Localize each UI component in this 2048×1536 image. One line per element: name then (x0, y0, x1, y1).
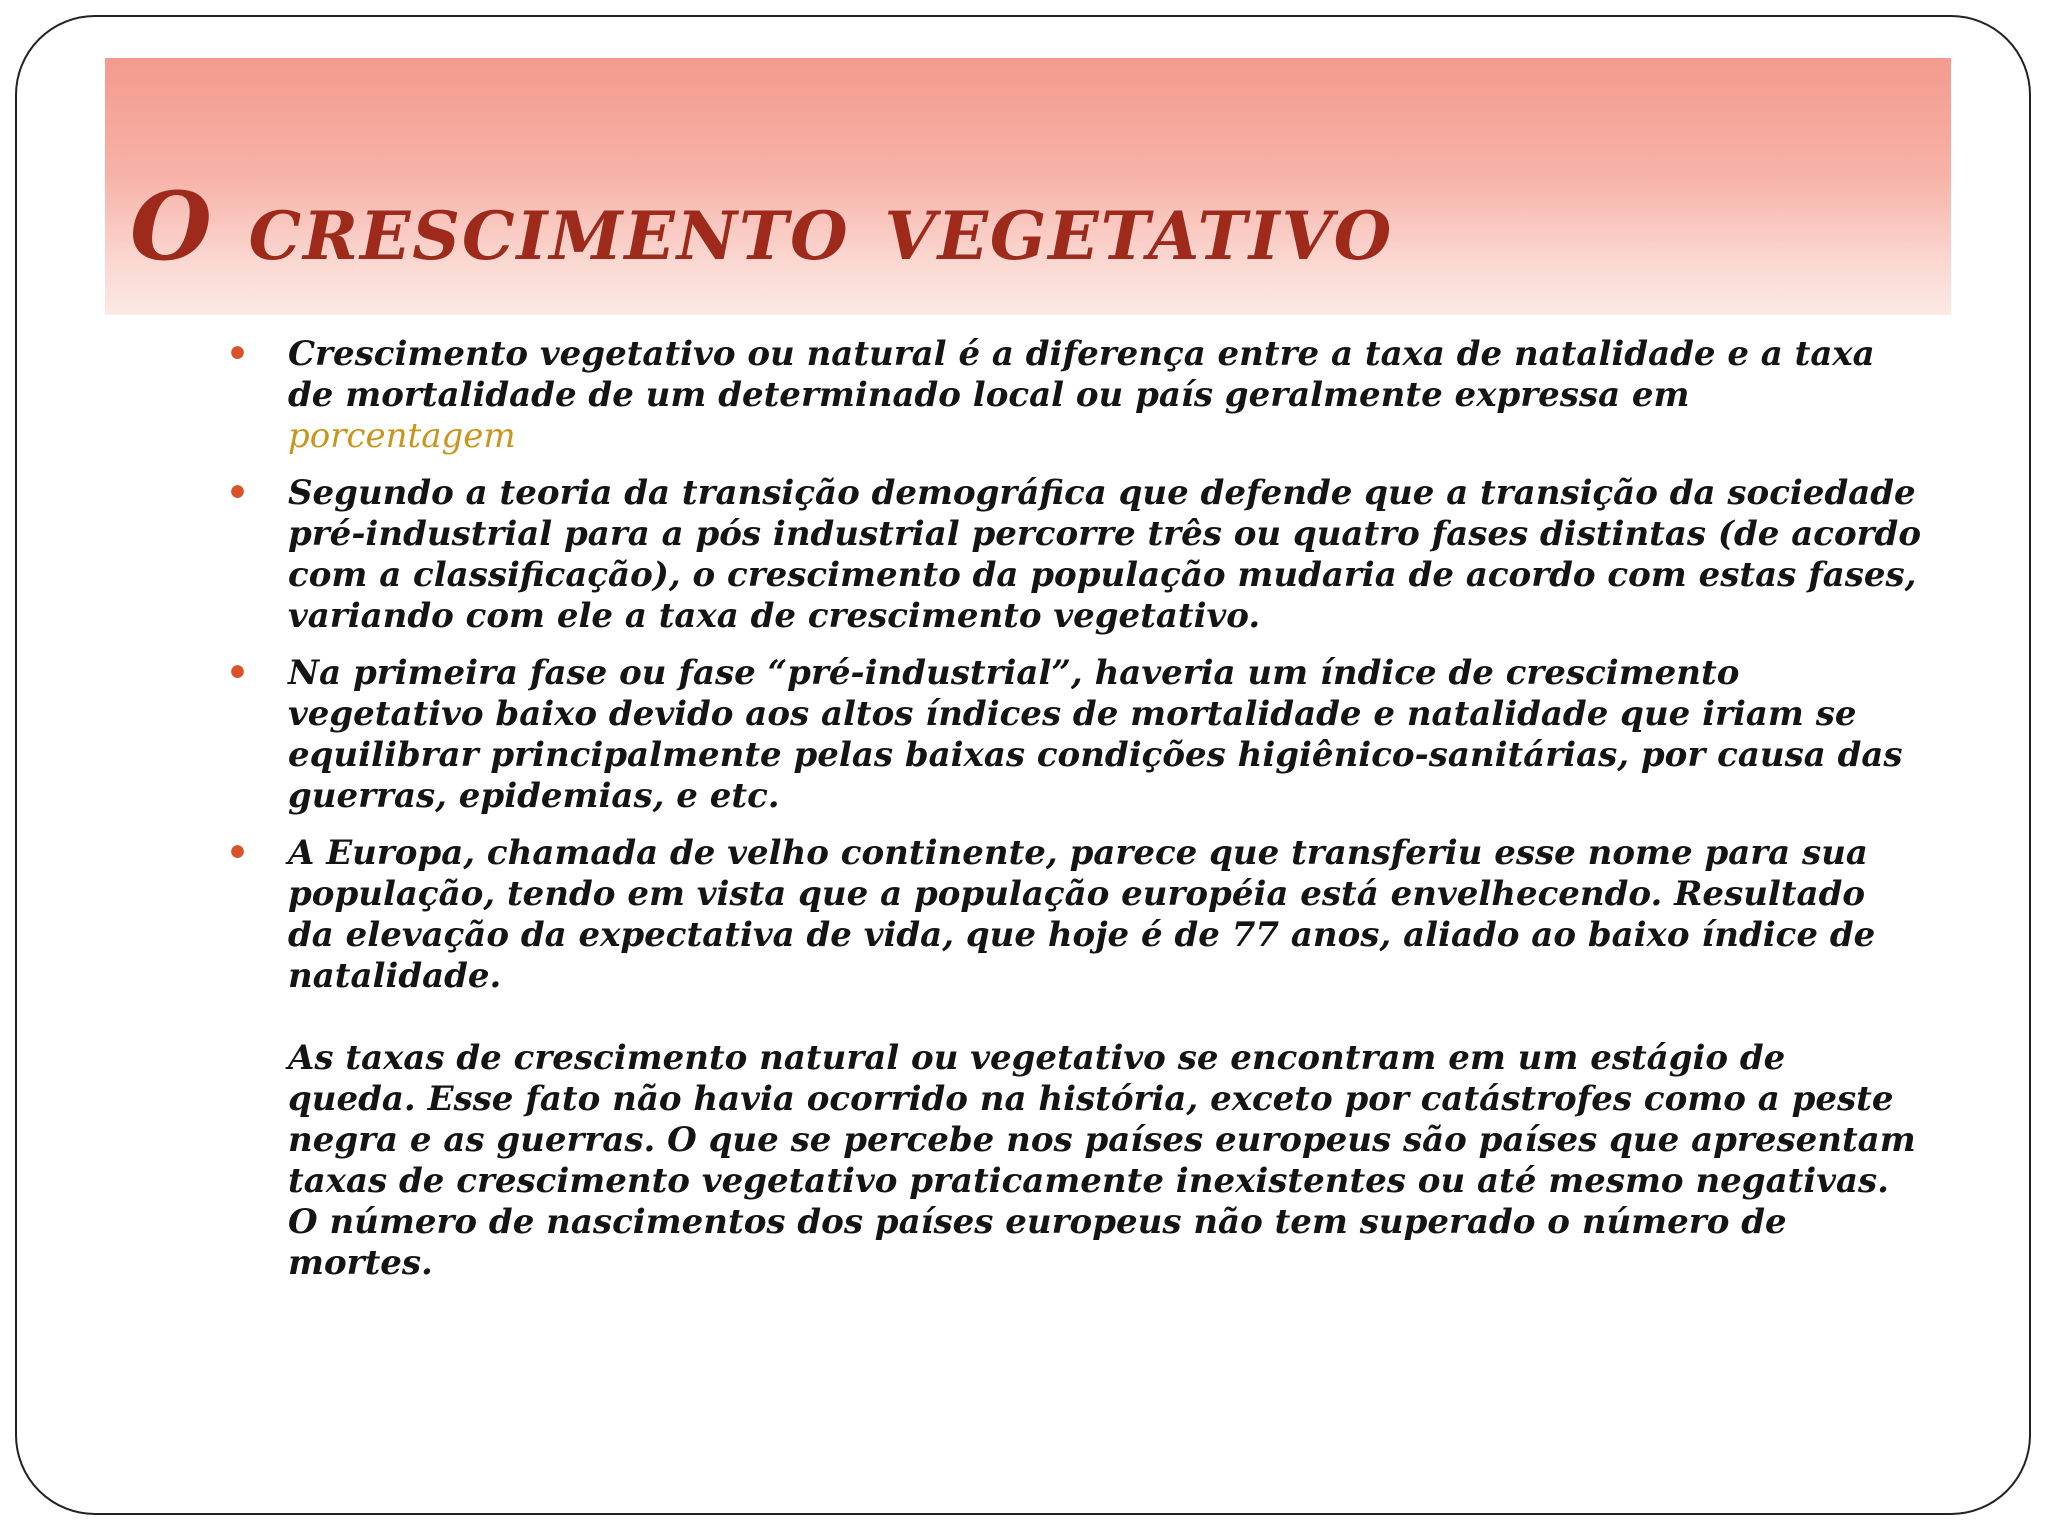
slide-title: O crescimento vegetativo (130, 172, 1394, 282)
bullet-dot-icon: • (226, 472, 250, 514)
bullet-dot-icon: • (226, 652, 250, 694)
bullet-text: Crescimento vegetativo ou natural é a diferença entre a taxa de natalidade e a taxa de mortalidade de um determinado local ou país geralmente expressa em (288, 334, 1875, 415)
porcentagem-link[interactable]: porcentagem (288, 416, 516, 456)
bullet-item-definition (222, 334, 1922, 457)
bullet-list (222, 334, 1922, 1284)
bullet-text: Na primeira fase ou fase “pré-industrial”, haveria um índice de crescimento vegetativo baixo devido aos altos índices de mortalidade e natalidade que iriam se equilibrar principalmente pelas baixas condições higiênico-sanitárias, por causa das guerras, epidemias, e etc. (288, 653, 1903, 816)
bullet-text-continuation: As taxas de crescimento natural ou vegetativo se encontram em um estágio de queda. Esse fato não havia ocorrido na história, exceto por catástrofes como a peste negra e as guerras. O que se percebe nos países europeus são países que apresentam taxas de crescimento vegetativo praticamente inexistentes ou até mesmo negativas. O número de nascimentos dos países europeus não tem superado o número de mortes. (288, 1038, 1916, 1283)
bullet-item-transition-theory (222, 473, 1922, 637)
bullet-text: A Europa, chamada de velho continente, parece que transferiu esse nome para sua população, tendo em vista que a população européia está envelhecendo. Resultado da elevação da expectativa de vida, que hoje é de 77 anos, aliado ao baixo índice de natalidade. (288, 833, 1876, 996)
slide-content (222, 334, 1922, 1300)
bullet-dot-icon: • (226, 333, 250, 375)
bullet-item-first-phase (222, 653, 1922, 817)
paragraph-break (288, 997, 1922, 1038)
bullet-dot-icon: • (226, 832, 250, 874)
bullet-item-europe (222, 833, 1922, 1284)
bullet-text: Segundo a teoria da transição demográfica que defende que a transição da sociedade pré-industrial para a pós industrial percorre três ou quatro fases distintas (de acordo com a classificação), o crescimento da população mudaria de acordo com estas fases, variando com ele a taxa de crescimento vegetativo. (288, 473, 1921, 636)
